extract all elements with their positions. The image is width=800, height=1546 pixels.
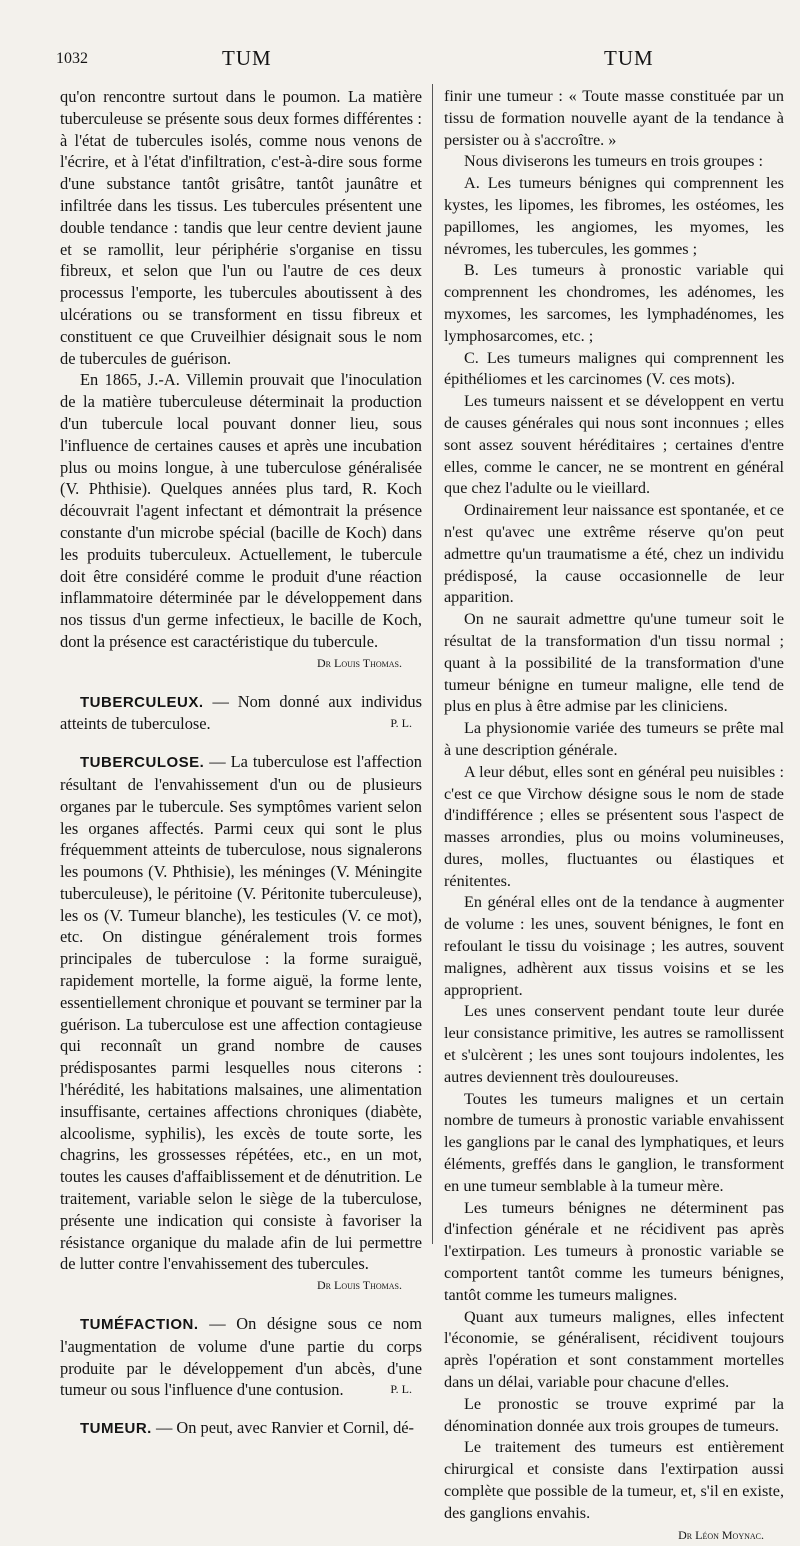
author-signature: Dr Louis Thomas. — [316, 1278, 402, 1293]
page-header — [0, 44, 800, 74]
paragraph: Quant aux tumeurs malignes, elles infectent l'économie, se généralisent, récidivent toujours après l'opération et sont constamment mortelles dans un délai, variable pour chacune d'elles. — [444, 1307, 784, 1392]
paragraph: En 1865, J.-A. Villemin prouvait que l'inoculation de la matière tuberculeuse déterminait la production d'un tubercule local pouvant donner lieu, sous l'influence de certaines causes et après une incubation plus ou moins longue, à une tuberculose généralisée (V. Phthisie). Quelques années plus tard, R. Koch découvrait l'agent infectant et démontrait la présence constante d'un microbe spécial (bacille de Koch) dans les produits tuberculeux. Actuellement, le tubercule doit être considéré comme le produit d'une réaction inflammatoire déterminée par le développement dans nos tissus d'un germe infectieux, le bacille de Koch, dont la présence est caractéristique du tubercule. — [60, 370, 422, 651]
running-head-right: TUM — [604, 46, 654, 70]
entry-tuberculeux — [60, 691, 422, 736]
left-column — [60, 86, 422, 1440]
paragraph: qu'on rencontre surtout dans le poumon. La matière tuberculeuse se présente sous deux formes différentes : à l'état de tubercules isolés, comme nous venons de l'écrire, et à l'état d'infiltration, c'est-à-dire sous forme d'une substance tantôt grisâtre, tantôt jaunâtre et infiltrée dans les tissus. Les tubercules présentent une double tendance : tandis que leur centre devient jaune et se ramollit, leur périphérie s'organise en tissu fibreux, et selon que l'un ou l'autre de ces deux processus l'emporte, les tubercules aboutissent à des ulcérations ou se transforment en tissu fibreux et constituent ce que Cruveilhier désignait sous le nom de tubercules de guérison. — [60, 87, 422, 368]
paragraph: C. Les tumeurs malignes qui comprennent les épithéliomes et les carcinomes (V. ces mots). — [444, 348, 784, 389]
running-head-left: TUM — [222, 46, 272, 70]
paragraph: Les unes conservent pendant toute leur durée leur consistance primitive, les autres se ramollissent et s'ulcèrent ; les unes sont toujours indolentes, les autres deviennent très douloureuses. — [444, 1002, 784, 1086]
paragraph: A leur début, elles sont en général peu nuisibles : c'est ce que Virchow désigne sous le nom de stade d'indifférence ; elles se présentent sous l'aspect de masses arrondies, plus ou moins volumineuses, dures, molles, fluctuantes ou élastiques et rénitentes. — [444, 762, 784, 890]
paragraph: Le pronostic se trouve exprimé par la dénomination donnée aux trois groupes de tumeurs. — [444, 1394, 784, 1435]
paragraph: Nous diviserons les tumeurs en trois groupes : — [464, 152, 763, 171]
author-signature: P. L. — [390, 1382, 412, 1397]
paragraph: Les tumeurs bénignes ne déterminent pas d'infection générale et ne récidivent pas après l'extirpation. Les tumeurs à pronostic variable se comportent tantôt comme les tumeurs bénignes, tantôt comme les tumeurs malignes. — [444, 1198, 784, 1304]
entry-tumeur — [60, 1417, 422, 1440]
paragraph: A. Les tumeurs bénignes qui comprennent les kystes, les lipomes, les fibromes, les ostéomes, les papillomes, les angiomes, les myomes, les névromes, les tubercules, les gommes ; — [444, 174, 784, 258]
author-signature: Dr Léon Moynac. — [678, 1527, 764, 1542]
entry-tuberculose — [60, 751, 422, 1297]
entry-headword: TUMEUR. — [80, 1420, 152, 1438]
paragraph: B. Les tumeurs à pronostic variable qui comprennent les chondromes, les adénomes, les myxomes, les sarcomes, les lymphadénomes, les lymphosarcomes, etc. ; — [444, 261, 784, 345]
author-signature: P. L. — [390, 716, 412, 731]
entry-text: — On désigne sous ce nom l'augmentation de volume d'une partie du corps produite par le développement d'un abcès, d'une tumeur ou sous l'influence d'une contusion. — [60, 1314, 422, 1400]
paragraph: finir une tumeur : « Toute masse constituée par un tissu de formation nouvelle ayant de la tendance à persister ou à s'accroître. » — [444, 87, 784, 149]
paragraph: Le traitement des tumeurs est entièrement chirurgical et consiste dans l'extirpation aussi complète que possible de la tumeur, et, s'il en existe, des ganglions envahis. — [444, 1438, 784, 1522]
entry-text: — La tuberculose est l'affection résultant de l'envahissement d'un ou de plusieurs organes par le tubercule. Ses symptômes varient selon les organes affectés. Parmi ceux qui sont le plus fréquemment atteints de tuberculose, nous signalerons les poumons (V. Phthisie), les méninges (V. Méningite tuberculeuse), le péritoine (V. Péritonite tuberculeuse), les os (V. Tumeur blanche), les testicules (V. ce mot), etc. On distingue généralement trois formes principales de tuberculose : la forme suraiguë, rapidement mortelle, la forme aiguë, la forme lente, essentiellement chronique et pouvant se terminer par la guérison. La tuberculose est une affection contagieuse qui reconnaît un grand nombre de causes prédisposantes parmi lesquelles nous citerons : l'hérédité, les habitations malsaines, une alimentation insuffisante, certaines affections chroniques (diabète, alcoolisme, syphilis), les excès de toute sorte, les chagrins, les grossesses répétées, etc., en un mot, toutes les causes d'affaiblissement et de dénutrition. Le traitement, variable selon le siège de la tuberculose, présente une indication qui consiste à favoriser la résistance organique du malade afin de lui permettre de lutter contre l'envahissement des tubercules. — [60, 752, 422, 1274]
entry-headword: TUMÉFACTION. — [80, 1316, 199, 1334]
right-column — [444, 86, 784, 1546]
entry-text: — Nom donné aux individus atteints de tuberculose. — [60, 691, 422, 734]
paragraph: Les tumeurs naissent et se développent en vertu de causes générales qui nous sont inconnues ; elles sont assez souvent héréditaires ; certaines d'entre elles, comme le cancer, ne se montrent en général que chez l'adulte ou le vieillard. — [444, 392, 784, 498]
entry-text: — On peut, avec Ranvier et Cornil, dé- — [155, 1418, 415, 1438]
page-number: 1032 — [56, 50, 88, 67]
paragraph: On ne saurait admettre qu'une tumeur soit le résultat de la transformation d'un tissu normal ; quant à la possibilité de la transformation d'une tumeur bénigne en tumeur maligne, elle tend de plus en plus à être admise par les cliniciens. — [444, 610, 784, 716]
paragraph: Ordinairement leur naissance est spontanée, et ce n'est qu'avec une extrême réserve qu'on peut admettre qu'un traumatisme a été, chez un individu prédisposé, la cause occasionnelle de leur apparition. — [444, 501, 784, 607]
entry-tumefaction — [60, 1313, 422, 1401]
paragraph: La physionomie variée des tumeurs se prête mal à une description générale. — [444, 719, 784, 759]
entry-headword: TUBERCULOSE. — [80, 754, 205, 772]
entry-headword: TUBERCULEUX. — [80, 693, 204, 711]
paragraph: Toutes les tumeurs malignes et un certain nombre de tumeurs à pronostic variable envahissent les ganglions par le canal des lymphatiques, et leurs éléments, greffés dans le ganglion, le transforment en une tumeur semblable à la tumeur mère. — [444, 1089, 784, 1195]
paragraph: En général elles ont de la tendance à augmenter de volume : les unes, souvent bénignes, le font en refoulant le tissu du voisinage ; les autres, souvent malignes, adhèrent aux tissus voisins et se les approprient. — [444, 893, 784, 999]
author-signature: Dr Louis Thomas. — [316, 655, 402, 670]
column-divider — [432, 84, 433, 1244]
